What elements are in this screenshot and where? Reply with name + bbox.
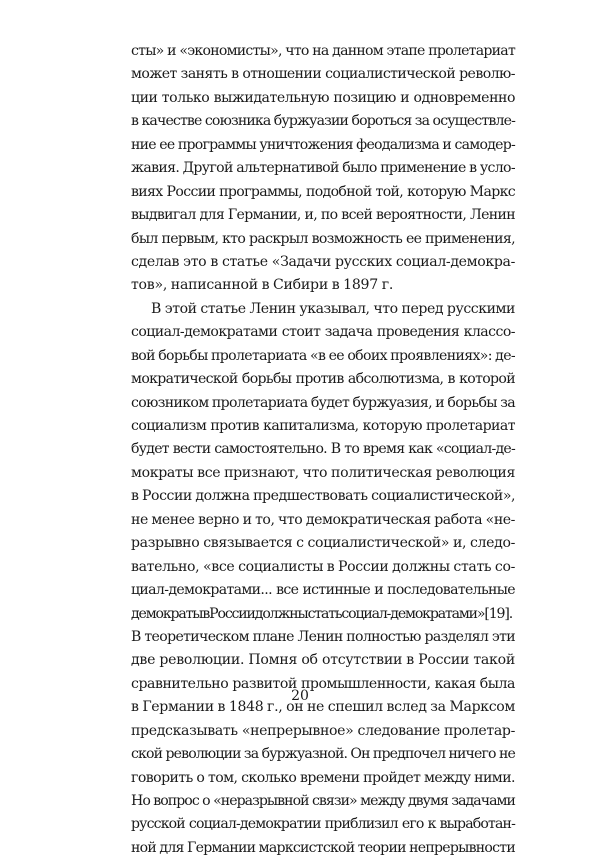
text-line: ной для Германии марксистской теории непрерывности [131,839,515,856]
text-line: социал-демократами стоит задача проведения классо- [131,324,515,341]
text-line: В этой статье Ленин указывал, что перед русскими [151,300,515,317]
text-line: ние ее программы уничтожения феодализма и самодер- [131,136,515,153]
text-line: в России должна предшествовать социалистической», [131,488,516,505]
text-line: демократывРоссиидолжныстатьсоциал-демократами»[19]. [131,605,513,622]
text-line: тов», написанной в Сибири в 1897 г. [131,277,394,294]
text-line: не менее верно и то, что демократическая работа «не- [131,511,515,528]
text-line: сравнительно развитой промышленности, какая была [131,675,515,692]
text-line: сделав это в статье «Задачи русских социал-демокра- [131,253,515,270]
text-line: будет вести самостоятельно. В то время как «социал-де- [131,441,515,458]
text-line: мократы все признают, что политическая революция [131,464,515,481]
body-text [131,40,515,860]
text-line: разрывно связывается с социалистической» и, следо- [131,535,515,552]
text-line: в Германии в 1848 г., он не спешил вслед за Марксом [131,699,515,716]
text-line: виях России программы, подобной той, которую Маркс [131,183,515,200]
page-number: 20 [291,688,309,704]
text-line: предсказывать «непрерывное» следование пролетар- [131,722,515,739]
text-line: мократической борьбы против абсолютизма, в которой [131,371,515,388]
text-line: две революции. Помня об отсутствии в России такой [131,652,515,669]
text-line: ской революции за буржуазной. Он предпочел ничего не [131,746,515,763]
text-line: в качестве союзника буржуазии бороться за осуществле- [131,113,515,130]
text-line: вой борьбы пролетариата «в ее обоих проявлениях»: де- [131,347,515,364]
text-line: социализм против капитализма, которую пролетариат [131,418,515,434]
text-line: циал-демократами... все истинные и последовательные [131,582,515,599]
text-line: говорить о том, сколько времени пройдет между ними. [131,769,515,786]
text-line: ции только выжидательную позицию и одновременно [131,89,515,106]
text-line: союзником пролетариата будет буржуазия, и борьбы за [131,394,515,411]
text-line: В теоретическом плане Ленин полностью разделял эти [131,628,515,645]
text-line: был первым, кто раскрыл возможность ее применения, [131,230,515,247]
text-line: может занять в отношении социалистической револю- [131,66,515,83]
text-line: русской социал-демократии приблизил его к выработан- [131,816,515,833]
text-line: Но вопрос о «неразрывной связи» между двумя задачами [131,793,515,809]
text-line: сты» и «экономисты», что на данном этапе пролетариат [131,43,515,59]
text-line: вательно, «все социалисты в России должны стать со- [131,558,515,575]
text-line: жавия. Другой альтернативой было применение в усло- [131,160,515,177]
text-line: выдвигал для Германии, и, по всей вероятности, Ленин [131,207,515,224]
